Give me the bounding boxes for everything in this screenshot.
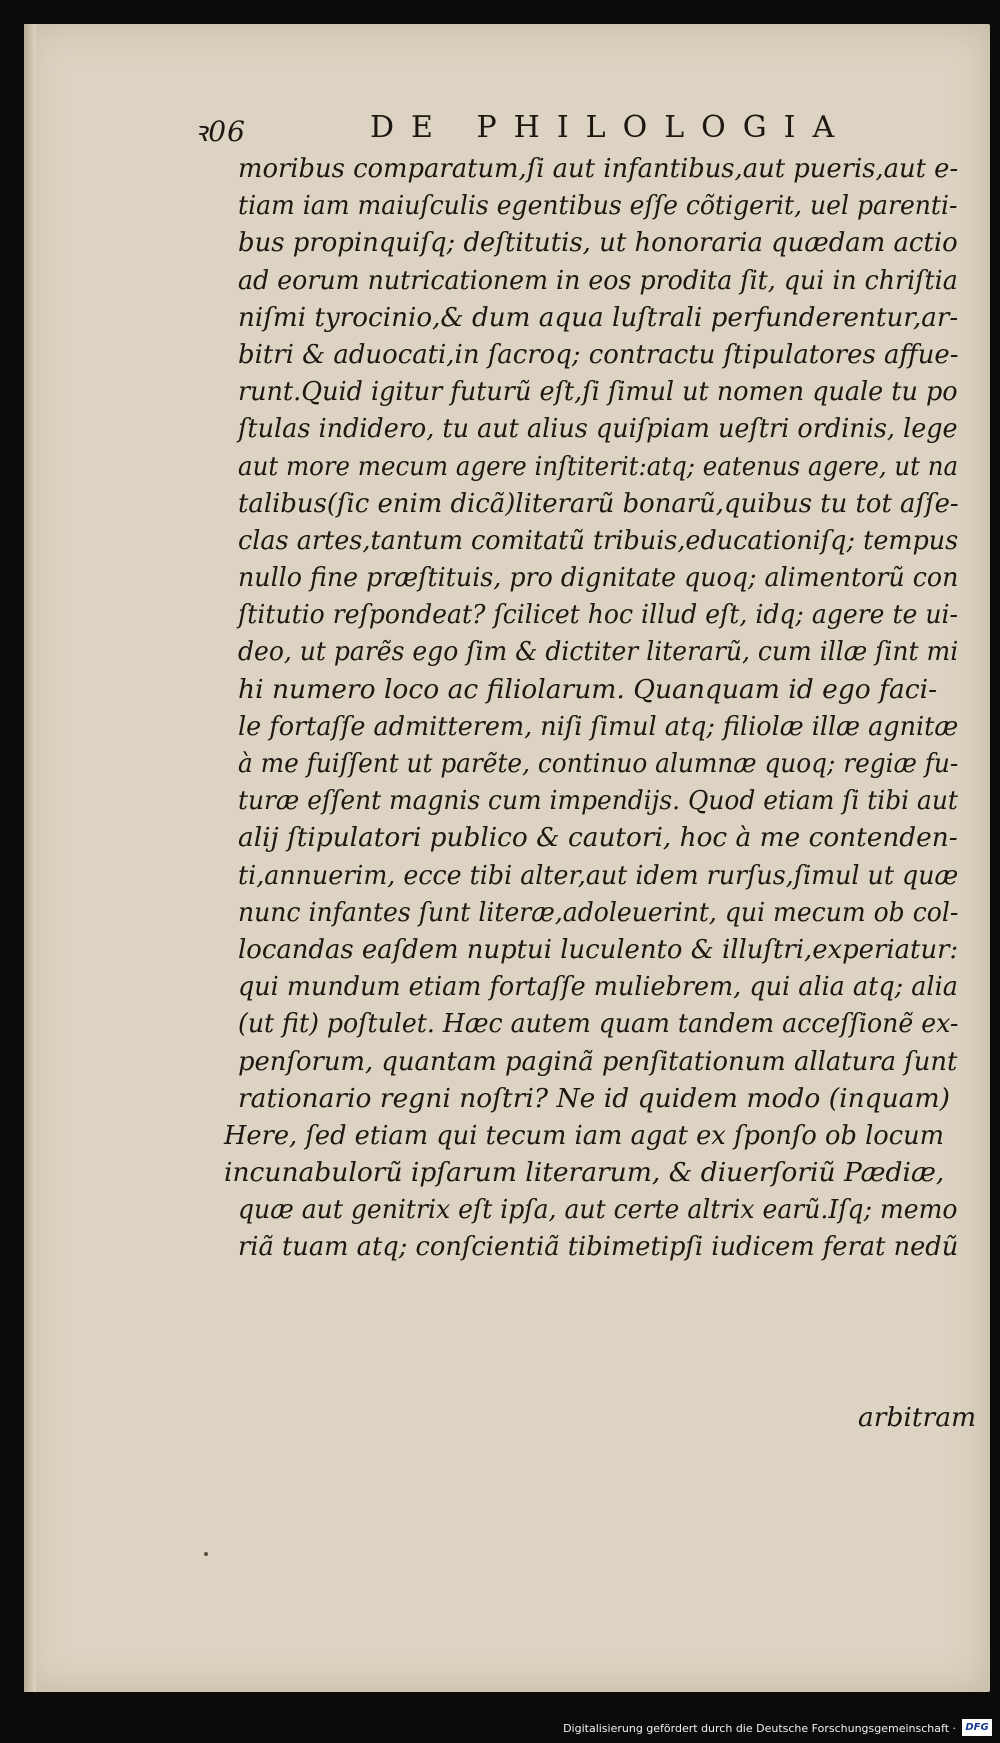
page-gutter-shadow — [24, 24, 36, 1692]
text-line: talibus(ſic enim dicã)literarũ bonarũ,quibus tu tot aſſe- — [238, 487, 959, 519]
text-line: Here, ſed etiam qui tecum iam agat ex ſponſo ob locum — [224, 1119, 945, 1151]
catchword: arbitram — [858, 1402, 977, 1433]
text-line: nunc infantes ſunt literæ,adoleuerint, qui mecum ob col- — [238, 896, 959, 928]
digitization-credit: Digitalisierung gefördert durch die Deutsche Forschungsgemeinschaft · — [563, 1722, 956, 1735]
text-line: deo, ut parẽs ego ſim & dictiter literarũ, cum illæ ſint mi — [238, 636, 959, 668]
text-line: riã tuam atq; conſcientiã tibimetipſi iudicem ferat nedũ — [238, 1231, 959, 1263]
text-line: tiam iam maiuſculis egentibus eſſe cõtigerit, uel parenti- — [238, 190, 958, 222]
text-line: aut more mecum agere inſtiterit:atq; eatenus agere, ut na — [238, 450, 959, 482]
body-text — [224, 150, 959, 1266]
text-line: runt.Quid igitur futurũ eſt,ſi ſimul ut nomen quale tu po — [238, 376, 958, 408]
text-line: incunabulorũ ipſarum literarum, & diuerſoriũ Pædiæ, — [224, 1157, 945, 1189]
text-line: (ut fit) poſtulet. Hæc autem quam tandem acceſſionẽ ex- — [238, 1008, 959, 1040]
dfg-logo: DFG — [962, 1719, 992, 1736]
text-line: qui mundum etiam fortaſſe muliebrem, qui alia atq; alia — [238, 971, 958, 1003]
text-line: rationario regni noſtri? Ne id quidem modo (inquam) — [238, 1082, 950, 1114]
running-title: DE PHILOLOGIA — [370, 110, 852, 145]
text-line: alij ſtipulatori publico & cautori, hoc à me contenden- — [238, 822, 958, 854]
text-line: à me fuiſſent ut parẽte, continuo alumnæ quoq; regiæ fu- — [238, 748, 959, 779]
text-line: moribus comparatum,ſi aut infantibus,aut pueris,aut e- — [238, 153, 959, 184]
text-line: le fortaſſe admitterem, niſi ſimul atq; filiolæ illæ agnitæ — [238, 710, 959, 742]
text-line: turæ eſſent magnis cum impendijs. Quod etiam ſi tibi aut — [238, 785, 958, 817]
text-line: bus propinquiſq; deſtitutis, ut honoraria quædam actio — [238, 227, 958, 259]
text-line: quæ aut genitrix eſt ipſa, aut certe altrix earũ.Iſq; memo — [238, 1194, 958, 1226]
text-line: locandas eaſdem nuptui luculento & illuſtri,experiatur: — [238, 933, 959, 965]
text-line: ad eorum nutricationem in eos prodita ſit, qui in chriſtia — [238, 264, 958, 296]
text-line: clas artes,tantum comitatũ tribuis,educationiſq; tempus — [238, 524, 959, 556]
text-line: nullo fine præſtituis, pro dignitate quoq; alimentorũ con — [238, 562, 959, 594]
text-line: ſtulas indidero, tu aut alius quiſpiam ueſtri ordinis, lege — [238, 413, 958, 445]
text-line: hi numero loco ac filiolarum. Quanquam id ego faci- — [238, 673, 938, 705]
paper-speck — [204, 1552, 208, 1556]
text-line: penſorum, quantam paginã penſitationum allatura ſunt — [238, 1045, 958, 1077]
text-line: bitri & aduocati,in ſacroq; contractu ſtipulatores affue- — [238, 338, 959, 370]
text-line: niſmi tyrocinio,& dum aqua luſtrali perfunderentur,ar- — [238, 301, 959, 333]
text-line: ſtitutio reſpondeat? ſcilicet hoc illud eſt, idq; agere te ui- — [238, 599, 958, 631]
page-number: ꝛ06 — [194, 115, 246, 148]
page-header — [194, 110, 854, 150]
text-line: ti,annuerim, ecce tibi alter,aut idem rurſus,ſimul ut quæ — [238, 859, 959, 891]
